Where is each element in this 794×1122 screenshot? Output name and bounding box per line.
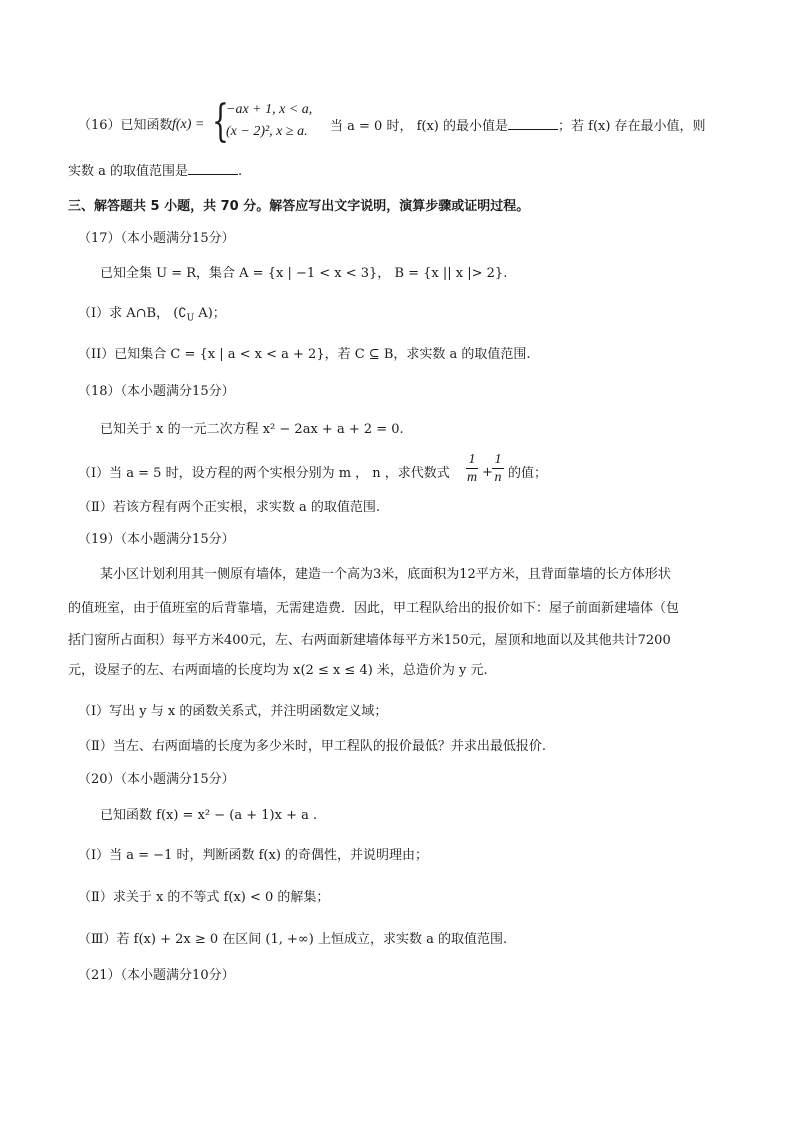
q19-stem-line-1: 某小区计划利用其一侧原有墙体，建造一个高为3米，底面积为12平方米，且背面靠墙的长方体形状	[100, 567, 671, 582]
q16-line2-end: .	[238, 164, 243, 179]
q19-part-1: （Ⅰ）写出 y 与 x 的函数关系式，并注明函数定义域；	[78, 704, 388, 719]
q18-header: （18）（本小题满分15分）	[78, 384, 235, 399]
q17-header: （17）（本小题满分15分）	[78, 231, 235, 246]
q21-header: （21）（本小题满分10分）	[78, 968, 235, 983]
q16-after-text: ；若 f(x) 存在最小值，则	[558, 119, 706, 134]
q16-question	[330, 117, 706, 136]
q16-case-1: −ax + 1, x < a,	[226, 102, 313, 117]
q17-stem: 已知全集 U = R，集合 A = {x | −1 < x < 3}， B = {x || x |> 2}.	[100, 266, 508, 281]
q18-fraction-1	[466, 452, 478, 485]
q18-frac2-numerator: 1	[494, 452, 502, 467]
q17-part-2: （II）已知集合 C = {x | a < x < a + 2}，若 C ⊆ B，求实数 a 的取值范围.	[78, 347, 531, 362]
q19-part-2: （Ⅱ）当左、右两面墙的长度为多少米时，甲工程队的报价最低？并求出最低报价.	[78, 739, 546, 754]
q16-case-2: (x − 2)², x ≥ a.	[226, 124, 308, 139]
q20-part-3: （Ⅲ）若 f(x) + 2x ≥ 0 在区间 (1, +∞) 上恒成立，求实数 a 的取值范围.	[78, 932, 508, 947]
q16-line-2	[68, 162, 242, 181]
q16-blank-1	[508, 117, 558, 130]
q16-function-name: f(x) =	[172, 117, 205, 132]
q16-prefix: （16）已知函数	[78, 118, 173, 133]
q19-stem-line-4: 元，设屋子的左、右两面墙的长度均为 x(2 ≤ x ≤ 4) 米，总造价为 y 元.	[68, 663, 488, 678]
q17-part1-end: A)；	[194, 306, 226, 321]
section-3-heading: 三、解答题共 5 小题，共 70 分。解答应写出文字说明，演算步骤或证明过程。	[68, 199, 530, 214]
q18-frac2-denominator: n	[494, 470, 502, 485]
q18-stem: 已知关于 x 的一元二次方程 x² − 2ax + a + 2 = 0.	[100, 422, 404, 437]
q20-stem: 已知函数 f(x) = x² − (a + 1)x + a .	[100, 808, 318, 823]
q19-header: （19）（本小题满分15分）	[78, 532, 235, 547]
q20-header: （20）（本小题满分15分）	[78, 772, 235, 787]
q18-frac1-numerator: 1	[468, 452, 476, 467]
q16-line2-text: 实数 a 的取值范围是	[68, 164, 189, 179]
q19-stem-line-2: 的值班室，由于值班室的后背靠墙，无需建造费．因此，甲工程队给出的报价如下：屋子前面新建墙体（包	[68, 601, 680, 616]
q17-part1-subscript: U	[186, 313, 195, 324]
q17-part1-text: （I）求 A∩B， (∁	[78, 306, 187, 321]
q18-part-1-end: 的值；	[508, 466, 548, 481]
q18-frac1-denominator: m	[466, 470, 478, 485]
q20-part-1: （Ⅰ）当 a = −1 时，判断函数 f(x) 的奇偶性，并说明理由；	[78, 848, 429, 863]
q18-fraction-2	[492, 452, 504, 485]
q18-plus-sign: +	[482, 465, 493, 480]
q19-stem-line-3: 括门窗所占面积）每平方米400元，左、右两面新建墙体每平方米150元，屋顶和地面以及其他共计7200	[68, 633, 671, 648]
q16-piecewise	[212, 96, 332, 148]
q18-part-1-text: （Ⅰ）当 a = 5 时，设方程的两个实根分别为 m ， n ，求代数式	[78, 466, 450, 481]
q16-mid-text: 当 a = 0 时， f(x) 的最小值是	[330, 119, 508, 134]
q18-part-2: （Ⅱ）若该方程有两个正实根，求实数 a 的取值范围.	[78, 500, 380, 515]
q20-part-2: （Ⅱ）求关于 x 的不等式 f(x) < 0 的解集；	[78, 890, 330, 905]
q16-blank-2	[188, 162, 238, 175]
left-brace-icon: {	[212, 96, 229, 147]
q17-part-1	[78, 305, 226, 328]
